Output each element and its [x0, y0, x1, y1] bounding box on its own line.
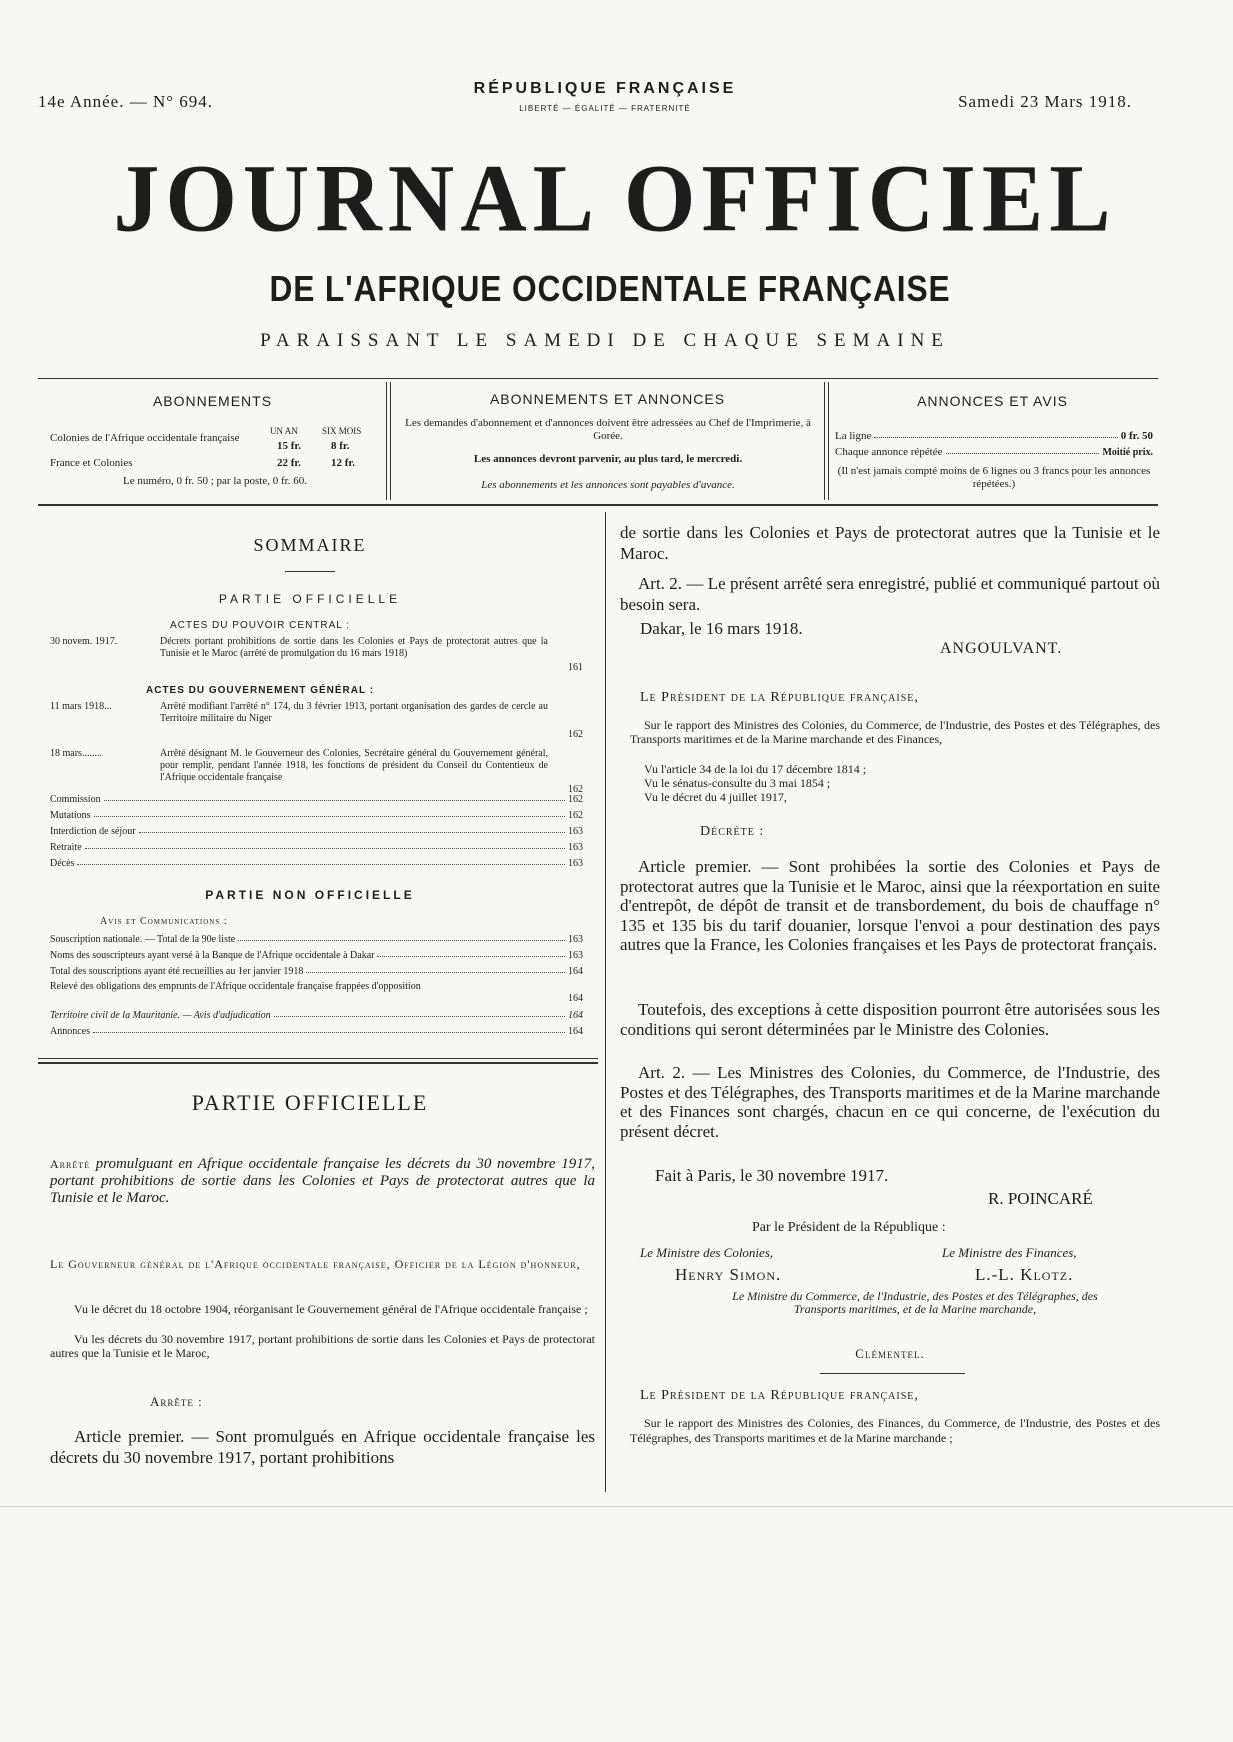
- right-article-premier: Article premier. — Sont prohibées la sortie des Colonies et Pays de protectorat autres que la Tunisie et le Maroc, ainsi que la réexportation en suite d'entrepôt, de dépôt de transit et de transbordement, du bois de chauffage n° 135 et 135 bis du tarif douanier, lorsque l'envoi a pour destination des pays autres que la France, les Colonies françaises et les Pays de protectorat français.: [620, 857, 1160, 955]
- min-finances-title: Le Ministre des Finances,: [942, 1245, 1077, 1260]
- right-par-le-president: Par le Président de la République :: [752, 1220, 946, 1235]
- summary-e1-page: 161: [568, 662, 583, 673]
- ads-title: ANNONCES ET AVIS: [917, 393, 1068, 409]
- ads-line-row: [835, 430, 1153, 442]
- min-commerce-title: Le Ministre du Commerce, de l'Industrie, des Postes et des Télégraphes, des Transports maritimes, et de la Marine marchande,: [732, 1289, 1098, 1316]
- republic-motto: LIBERTÉ — ÉGALITÉ — FRATERNITÉ: [519, 104, 691, 113]
- summary-e8-label: Décès: [50, 858, 75, 869]
- summary-central-heading: ACTES DU POUVOIR CENTRAL :: [169, 620, 351, 631]
- summary-n5-page: 164: [568, 1010, 583, 1021]
- row-colonies-label: Colonies de l'Afrique occidentale française: [50, 432, 240, 444]
- left-arrete-word: Arrête :: [150, 1394, 203, 1409]
- summary-e3-page: 162: [568, 784, 583, 795]
- summary-e8-page: 163: [568, 858, 583, 869]
- summary-n2: [50, 950, 583, 961]
- summary-e3-date: 18 mars........: [50, 748, 102, 759]
- right-continuation: de sortie dans les Colonies et Pays de protectorat autres que la Tunisie et le Maroc.: [620, 523, 1160, 563]
- min-finances-name: L.-L. Klotz.: [975, 1265, 1074, 1284]
- summary-e3-text: Arrêté désignant M. le Gouverneur des Colonies, Secrétaire général du Gouvernement général, pour remplir, pendant l'année 1918, les fonctions de président du Conseil du Contentieux de l'Afrique occidentale française: [160, 748, 548, 783]
- journal-tagline: PARAISSANT LE SAMEDI DE CHAQUE SEMAINE: [260, 330, 950, 351]
- boxes-top-rule: [38, 378, 1158, 379]
- summary-e1-text: Décrets portant prohibitions de sortie dans les Colonies et Pays de protectorat autres que la Tunisie et le Maroc (arrêté de promulgation du 16 mars 1918): [160, 636, 548, 659]
- summary-e6-label: Interdiction de séjour: [50, 826, 136, 837]
- summary-e5: [50, 810, 583, 821]
- col-year: UN AN: [270, 426, 298, 436]
- ads-repeat-label: Chaque annonce répétée: [835, 446, 943, 458]
- min-colonies-title: Le Ministre des Colonies,: [640, 1245, 774, 1260]
- left-article-premier: Article premier. — Sont promulgués en Afrique occidentale française les décrets du 30 novembre 1917, portant prohibitions: [50, 1427, 595, 1467]
- right-decrete: Décrète :: [700, 824, 765, 839]
- right-vu-c: Vu le décret du 4 juillet 1917,: [644, 790, 787, 804]
- summary-avis-heading: Avis et Communications :: [100, 916, 228, 927]
- summary-n3-page: 164: [568, 966, 583, 977]
- number-price: Le numéro, 0 fr. 50 ; par la poste, 0 fr. 60.: [123, 475, 307, 487]
- right-art2: Art. 2. — Le présent arrêté sera enregistré, publié et communiqué partout où besoin sera.: [620, 574, 1160, 614]
- ads-repeat-row: [835, 446, 1153, 458]
- right-toutefois: Toutefois, des exceptions à cette disposition pourront être autorisées sous les conditions qui seront déterminées par le Ministre des Colonies.: [620, 1000, 1160, 1039]
- box-divider-1: [386, 382, 391, 500]
- column-divider: [605, 512, 606, 1492]
- summary-e4-label: Commission: [50, 794, 101, 805]
- summary-n6: [50, 1026, 583, 1037]
- row-colonies-six: 8 fr.: [331, 440, 350, 452]
- boxes-bottom-rule: [38, 504, 1158, 506]
- row-france-six: 12 fr.: [331, 457, 356, 469]
- subscriptions-title: ABONNEMENTS: [152, 393, 273, 409]
- ads-note: (Il n'est jamais compté moins de 6 lignes ou 3 francs pour les annonces répétées.): [837, 465, 1151, 490]
- summary-n2-page: 163: [568, 950, 583, 961]
- summary-partie-officielle: PARTIE OFFICIELLE: [218, 592, 402, 606]
- summary-e7: [50, 842, 583, 853]
- summary-e8: [50, 858, 583, 869]
- section-partie-officielle: PARTIE OFFICIELLE: [191, 1090, 429, 1115]
- row-france-label: France et Colonies: [50, 457, 133, 469]
- summary-e6: [50, 826, 583, 837]
- summary-e4-page: 162: [568, 794, 583, 805]
- subs-ads-line2: Les annonces devront parvenir, au plus tard, le mercredi.: [473, 453, 743, 465]
- left-vu2: Vu les décrets du 30 novembre 1917, portant prohibitions de sortie dans les Colonies et Pays de protectorat autres que la Tunisie et le Maroc,: [50, 1332, 595, 1360]
- summary-n1-label: Souscription nationale. — Total de la 90e liste: [50, 934, 236, 945]
- summary-e6-page: 163: [568, 826, 583, 837]
- right-rapport1: Sur le rapport des Ministres des Colonies, du Commerce, de l'Industrie, des Postes et des Télégraphes, des Transports maritimes et de la Marine marchande et des Finances,: [630, 718, 1160, 746]
- right-rapport2: Sur le rapport des Ministres des Colonies, des Finances, du Commerce, de l'Industrie, des Postes et des Télégraphes, des Transports maritimes et de la Marine marchande ;: [630, 1416, 1160, 1445]
- ads-line-price: 0 fr. 50: [1120, 430, 1153, 442]
- right-art2b: Art. 2. — Les Ministres des Colonies, du Commerce, de l'Industrie, des Postes et des Télégraphes, des Transports maritimes et de la Marine marchande et des Finances sont chargés, chacun en ce qui concerne, de l'exécution du présent décret.: [620, 1063, 1160, 1141]
- right-place-date: Dakar, le 16 mars 1918.: [640, 619, 803, 638]
- subs-ads-line1: Les demandes d'abonnement et d'annonces doivent être adressées au Chef de l'Imprimerie, à Gorée.: [405, 417, 811, 442]
- box-divider-2: [824, 382, 829, 500]
- summary-e2-page: 162: [568, 729, 583, 740]
- arrete-heading: [50, 1156, 595, 1207]
- summary-e1-date: 30 novem. 1917.: [50, 636, 118, 647]
- summary-n1-page: 163: [568, 934, 583, 945]
- summary-n3: [50, 966, 583, 977]
- right-president2: Le Président de la République française,: [640, 1388, 919, 1403]
- right-vu-a: Vu l'article 34 de la loi du 17 décembre 1814 ;: [644, 762, 867, 776]
- governor-title: Le Gouverneur général de l'Afrique occidentale française, Officier de la Légion d'honneur,: [50, 1257, 581, 1271]
- summary-n4-label: Relevé des obligations des emprunts de l'Afrique occidentale française frappées d'opposition: [50, 981, 421, 992]
- summary-e2-text: Arrêté modifiant l'arrêté n° 174, du 3 février 1913, portant organisation des gardes de cercle au Territoire militaire du Niger: [160, 701, 548, 724]
- issue-date: Samedi 23 Mars 1918.: [958, 92, 1132, 111]
- right-signature2: R. POINCARÉ: [988, 1189, 1093, 1208]
- summary-bottom-rule: [38, 1062, 598, 1064]
- summary-e5-label: Mutations: [50, 810, 91, 821]
- right-signature1: ANGOULVANT.: [940, 640, 1063, 657]
- subs-ads-title: ABONNEMENTS ET ANNONCES: [489, 391, 726, 407]
- summary-n6-page: 164: [568, 1026, 583, 1037]
- arrete-title: promulguant en Afrique occidentale française les décrets du 30 novembre 1917, portant prohibitions de sortie dans les Colonies et Pays de protectorat autres que la Tunisie et le Maroc.: [50, 1156, 596, 1206]
- summary-title: SOMMAIRE: [253, 535, 367, 555]
- republic-title: RÉPUBLIQUE FRANÇAISE: [473, 80, 737, 97]
- summary-n2-label: Noms des souscripteurs ayant versé à la Banque de l'Afrique occidentale à Dakar: [50, 950, 375, 961]
- right-vu-b: Vu le sénatus-consulte du 3 mai 1854 ;: [644, 776, 831, 790]
- summary-n1: [50, 934, 583, 945]
- journal-subtitle: DE L'AFRIQUE OCCIDENTALE FRANÇAISE: [269, 268, 951, 309]
- right-president1: Le Président de la République française,: [640, 690, 919, 705]
- ads-line-label: La ligne: [835, 430, 872, 442]
- summary-n5-label: Territoire civil de la Mauritanie. — Avis d'adjudication: [50, 1010, 271, 1021]
- summary-e5-page: 162: [568, 810, 583, 821]
- summary-partie-non-officielle: PARTIE NON OFFICIELLE: [205, 888, 415, 902]
- arrete-lead: Arrêté: [50, 1157, 90, 1171]
- summary-n5: [50, 1010, 583, 1021]
- min-commerce-name: Clémentel.: [855, 1346, 925, 1361]
- ads-repeat-price: Moitié prix.: [1102, 447, 1153, 458]
- summary-n6-label: Annonces: [50, 1026, 90, 1037]
- scan-line: [0, 1506, 1233, 1507]
- summary-e7-label: Retraite: [50, 842, 82, 853]
- row-colonies-year: 15 fr.: [277, 440, 302, 452]
- summary-e7-page: 163: [568, 842, 583, 853]
- summary-e4: [50, 794, 583, 805]
- summary-gov-heading: ACTES DU GOUVERNEMENT GÉNÉRAL :: [145, 685, 375, 696]
- journal-title: JOURNAL OFFICIEL: [113, 144, 1117, 252]
- row-france-year: 22 fr.: [277, 457, 302, 469]
- summary-n3-label: Total des souscriptions ayant été recueillies au 1er janvier 1918: [50, 966, 304, 977]
- issue-number: 14e Année. — N° 694.: [38, 92, 214, 111]
- summary-n4-page: 164: [568, 993, 583, 1004]
- left-vu1: Vu le décret du 18 octobre 1904, réorganisant le Gouvernement général de l'Afrique occidentale française ;: [74, 1302, 588, 1316]
- summary-e2-date: 11 mars 1918...: [50, 701, 112, 712]
- right-fait: Fait à Paris, le 30 novembre 1917.: [655, 1166, 889, 1185]
- min-colonies-name: Henry Simon.: [675, 1265, 782, 1284]
- subs-ads-line3: Les abonnements et les annonces sont payables d'avance.: [481, 479, 735, 491]
- col-six-months: SIX MOIS: [322, 426, 362, 436]
